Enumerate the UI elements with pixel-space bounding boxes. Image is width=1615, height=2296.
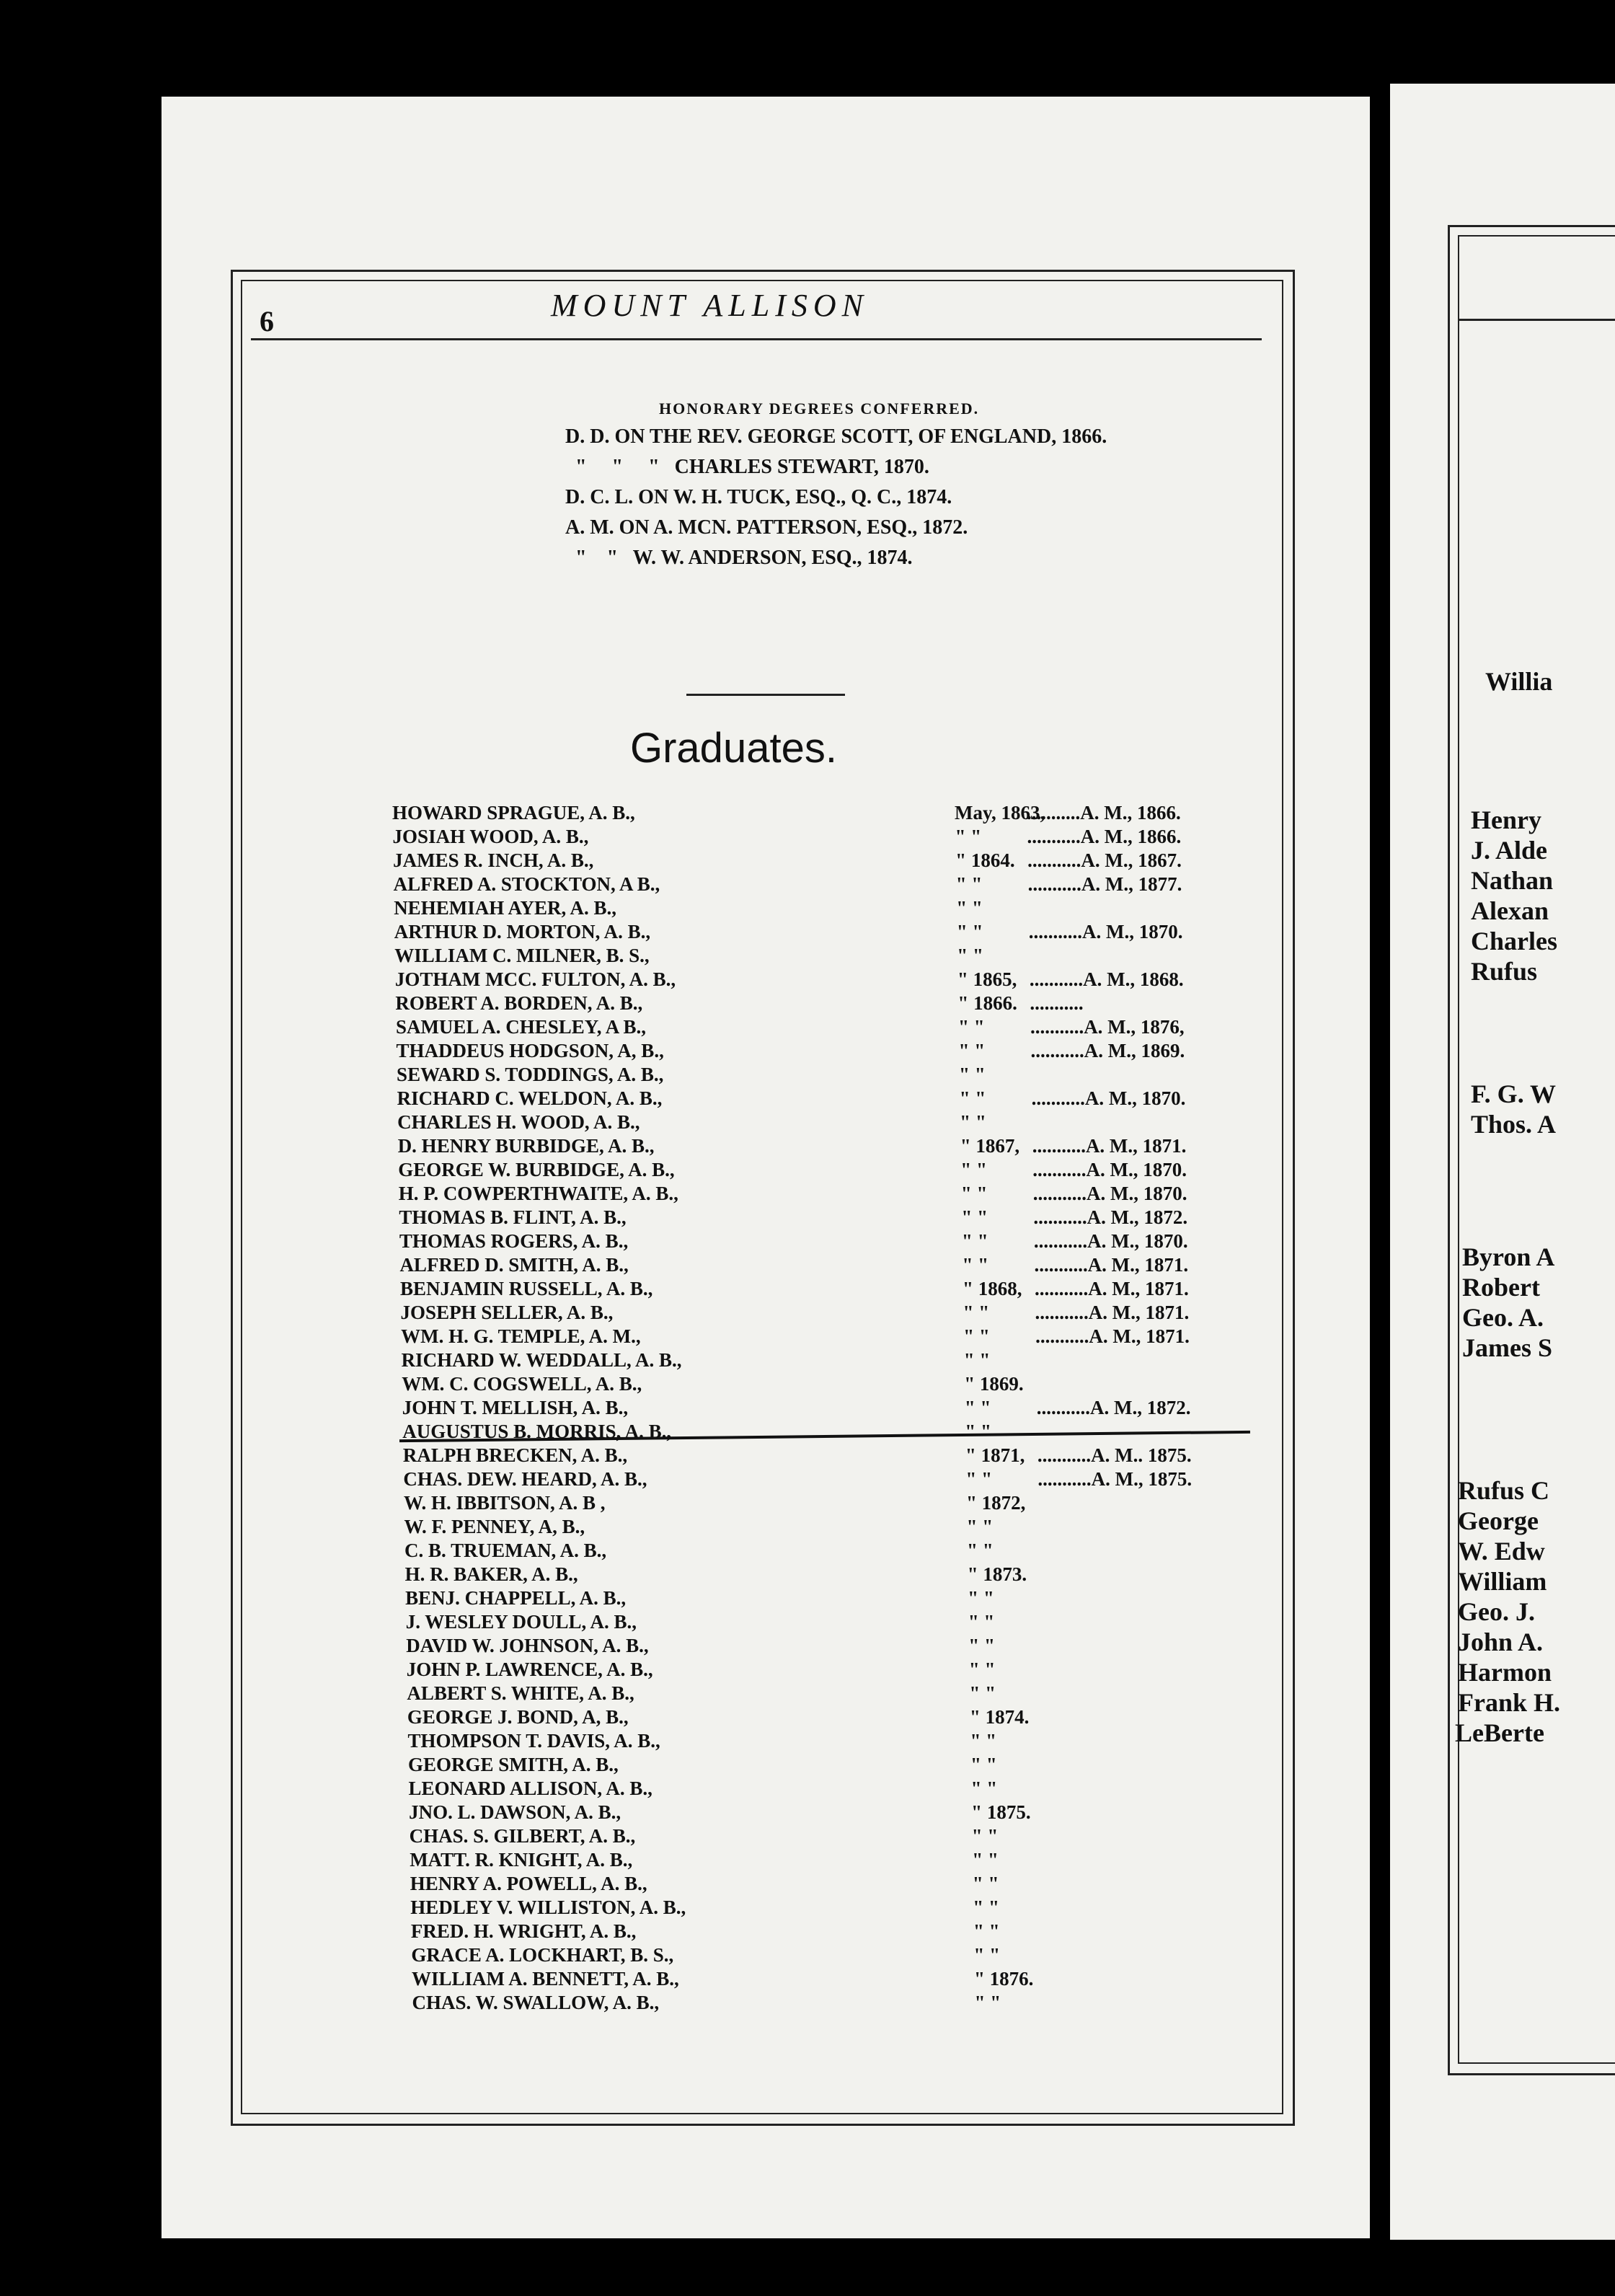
graduate-date: " " (960, 1159, 987, 1180)
right-page (1390, 84, 1615, 2240)
graduate-name: HOWARD SPRAGUE, A. B., (392, 802, 635, 824)
graduate-row (410, 1897, 1329, 1920)
graduate-date: " " (961, 1230, 988, 1252)
right-page-line: Harmon (1458, 1658, 1552, 1687)
graduate-name: GEORGE W. BURBIDGE, A. B., (398, 1159, 675, 1180)
graduate-name: CHAS. W. SWALLOW, A. B., (412, 1992, 660, 2013)
graduate-row (407, 1706, 1329, 1730)
right-page-line: Alexan (1471, 896, 1549, 925)
graduate-name: H. R. BAKER, A. B., (404, 1563, 578, 1585)
graduate-date: " " (970, 1730, 997, 1752)
graduate-date: " 1872, (965, 1492, 1026, 1514)
right-page-line: Charles (1471, 927, 1557, 955)
graduate-row (398, 1135, 1329, 1159)
graduate-name: AUGUSTUS B. MORRIS, A. B., (402, 1421, 672, 1442)
right-page-line: Frank H. (1458, 1688, 1561, 1717)
graduate-date: " 1876. (973, 1968, 1034, 1990)
graduate-name: THOMPSON T. DAVIS, A. B., (407, 1730, 660, 1752)
graduate-am: ...........A. M., 1876, (1030, 1016, 1185, 1038)
header-rule (251, 338, 1262, 340)
graduate-row (402, 1373, 1329, 1397)
graduate-date: " " (960, 1111, 986, 1133)
right-page-line: Geo. A. (1462, 1303, 1544, 1332)
section-divider (686, 694, 845, 696)
running-head: MOUNT ALLISON (551, 288, 870, 323)
right-page-line: F. G. W (1471, 1079, 1557, 1108)
graduate-am: ...........A. M., 1870. (1028, 921, 1183, 942)
graduate-date: " " (961, 1206, 988, 1228)
graduate-date: " 1873. (967, 1563, 1027, 1585)
graduate-row (405, 1587, 1329, 1611)
graduate-name: MATT. R. KNIGHT, A. B., (410, 1849, 633, 1871)
graduate-am: ...........A. M., 1871. (1035, 1302, 1190, 1323)
graduate-row (395, 968, 1329, 992)
graduate-row (401, 1302, 1329, 1325)
graduate-date: " " (965, 1468, 993, 1490)
right-page-line: Rufus (1471, 957, 1538, 986)
graduate-date: " 1868, (963, 1278, 1022, 1299)
graduate-row (404, 1540, 1329, 1563)
page-number: 6 (260, 305, 274, 337)
graduate-am: ...........A. M., 1875. (1037, 1468, 1193, 1490)
graduate-row (407, 1659, 1329, 1682)
graduate-date: " " (962, 1254, 989, 1276)
graduate-row (407, 1682, 1329, 1706)
honorary-line: " " W. W. ANDERSON, ESQ., 1874. (565, 547, 913, 569)
graduate-row (398, 1159, 1329, 1183)
graduate-am: ...........A. M., 1871. (1035, 1278, 1189, 1299)
graduate-date: " " (963, 1349, 991, 1371)
graduate-name: WILLIAM A. BENNETT, A. B., (411, 1968, 679, 1990)
graduate-row (408, 1754, 1329, 1778)
graduate-row (409, 1778, 1329, 1801)
graduate-row (397, 1087, 1329, 1111)
graduate-row (393, 849, 1329, 873)
graduate-row (410, 1849, 1329, 1873)
graduate-date: " " (960, 1183, 988, 1204)
graduate-row (392, 802, 1329, 826)
graduate-row (400, 1278, 1329, 1302)
graduate-am: ...........A. M., 1868. (1029, 968, 1184, 990)
graduate-name: WM. H. G. TEMPLE, A. M., (401, 1325, 641, 1347)
graduate-row (395, 992, 1329, 1016)
graduate-name: GEORGE SMITH, A. B., (408, 1754, 619, 1775)
right-page-line: James S (1462, 1333, 1552, 1362)
graduate-name: DAVID W. JOHNSON, A. B., (406, 1635, 649, 1656)
honorary-line: D. D. ON THE REV. GEORGE SCOTT, OF ENGLAND, 1866. (565, 425, 1107, 448)
graduate-row (394, 873, 1329, 897)
graduate-row (399, 1254, 1329, 1278)
graduate-row (403, 1468, 1329, 1492)
graduate-name: ROBERT A. BORDEN, A. B., (395, 992, 643, 1014)
graduate-row (397, 1040, 1330, 1064)
graduate-name: ALFRED D. SMITH, A. B., (399, 1254, 629, 1276)
graduate-name: ARTHUR D. MORTON, A. B., (394, 921, 651, 942)
graduate-am: ...........A. M., 1867. (1027, 849, 1182, 871)
graduate-date: " " (974, 1992, 1001, 2013)
graduate-am: ...........A. M., 1866. (1027, 802, 1181, 824)
graduate-row (410, 1825, 1329, 1849)
graduate-date: " " (973, 1920, 1000, 1942)
right-page-line: Geo. J. (1458, 1597, 1535, 1626)
graduate-am: ...........A. M., 1869. (1030, 1040, 1185, 1061)
graduate-row (399, 1206, 1329, 1230)
graduate-date: " " (955, 826, 982, 847)
graduate-date: " " (968, 1635, 995, 1656)
graduate-date: " 1871, (965, 1444, 1025, 1466)
graduate-row (402, 1397, 1329, 1421)
graduate-row (412, 1992, 1330, 2015)
graduate-name: JNO. L. DAWSON, A. B., (409, 1801, 621, 1823)
graduate-name: J. WESLEY DOULL, A. B., (405, 1611, 637, 1633)
graduate-date: " 1874. (969, 1706, 1030, 1728)
right-page-line: Byron A (1462, 1242, 1555, 1271)
graduate-date: " " (958, 1040, 986, 1061)
graduate-date: " " (959, 1087, 986, 1109)
graduate-name: RICHARD W. WEDDALL, A. B., (401, 1349, 682, 1371)
graduate-name: C. B. TRUEMAN, A. B., (404, 1540, 607, 1561)
graduate-date: " 1864. (955, 849, 1015, 871)
graduate-name: W. F. PENNEY, A, B., (404, 1516, 585, 1537)
graduate-name: W. H. IBBITSON, A. B , (403, 1492, 606, 1514)
graduate-row (404, 1516, 1330, 1540)
graduate-date: " " (971, 1825, 999, 1847)
graduate-name: BENJ. CHAPPELL, A. B., (405, 1587, 627, 1609)
graduates-list (392, 802, 1329, 2015)
graduate-date: " " (970, 1778, 998, 1799)
graduate-date: " " (957, 945, 984, 966)
graduate-date: " " (956, 921, 983, 942)
graduate-name: GEORGE J. BOND, A, B., (407, 1706, 629, 1728)
graduate-row (397, 1064, 1329, 1087)
graduate-row (394, 897, 1329, 921)
graduate-am: ...........A. M., 1870. (1031, 1087, 1186, 1109)
right-page-line: W. Edw (1458, 1537, 1545, 1566)
graduate-row (411, 1920, 1329, 1944)
right-page-line: Willia (1485, 667, 1553, 696)
graduate-row (407, 1730, 1329, 1754)
graduate-name: JOSIAH WOOD, A. B., (392, 826, 589, 847)
graduate-am: ...........A. M., 1871. (1032, 1135, 1187, 1157)
graduate-am: ...........A. M.. 1875. (1037, 1444, 1192, 1466)
graduate-row (401, 1325, 1329, 1349)
graduate-name: JOTHAM MCC. FULTON, A. B., (394, 968, 676, 990)
graduate-name: SAMUEL A. CHESLEY, A B., (395, 1016, 647, 1038)
right-page-line: J. Alde (1471, 836, 1548, 865)
graduate-name: THOMAS ROGERS, A. B., (399, 1230, 629, 1252)
graduate-name: WM. C. COGSWELL, A. B., (402, 1373, 642, 1395)
graduate-row (394, 921, 1329, 945)
right-page-line: Thos. A (1471, 1110, 1557, 1139)
graduate-name: SEWARD S. TODDINGS, A. B., (397, 1064, 664, 1085)
graduate-am: ...........A. M., 1870. (1032, 1159, 1187, 1180)
graduate-date: " " (965, 1421, 992, 1442)
graduate-row (410, 1873, 1329, 1897)
graduate-row (397, 1111, 1329, 1135)
graduate-date: " " (967, 1540, 994, 1561)
graduate-row (402, 1349, 1329, 1373)
graduate-date: " " (969, 1682, 996, 1704)
right-page-line: John A. (1458, 1628, 1544, 1656)
honorary-line: A. M. ON A. MCN. PATTERSON, ESQ., 1872. (565, 516, 968, 539)
graduate-am: ...........A. M., 1870. (1032, 1183, 1187, 1204)
graduate-date: " 1869. (964, 1373, 1024, 1395)
graduate-name: THOMAS B. FLINT, A. B., (399, 1206, 627, 1228)
graduate-date: " " (972, 1873, 999, 1894)
graduate-date: " 1875. (971, 1801, 1031, 1823)
right-page-border-inner (1458, 235, 1615, 2064)
graduate-date: " " (968, 1659, 996, 1680)
graduate-name: GRACE A. LOCKHART, B. S., (411, 1944, 674, 1966)
graduate-row (396, 1016, 1329, 1040)
graduate-name: RALPH BRECKEN, A. B., (402, 1444, 628, 1466)
graduate-am: ...........A. M., 1872. (1036, 1397, 1191, 1418)
graduate-date: " 1866. (957, 992, 1017, 1014)
graduate-name: BENJAMIN RUSSELL, A. B., (400, 1278, 653, 1299)
graduate-row (411, 1944, 1329, 1968)
graduate-date: " " (963, 1325, 990, 1347)
graduate-am: ...........A. M., 1872. (1033, 1206, 1188, 1228)
graduate-date: " " (964, 1397, 991, 1418)
graduate-name: JOHN T. MELLISH, A. B., (402, 1397, 629, 1418)
graduate-name: CHAS. DEW. HEARD, A. B., (403, 1468, 647, 1490)
graduate-am: ...........A. M., 1871. (1034, 1254, 1189, 1276)
graduate-name: JOHN P. LAWRENCE, A. B., (406, 1659, 653, 1680)
graduate-date: " " (959, 1064, 986, 1085)
right-page-line: William (1458, 1567, 1547, 1596)
right-page-line: LeBerte (1455, 1718, 1544, 1747)
graduate-row (412, 1968, 1329, 1992)
graduate-name: H. P. COWPERTHWAITE, A. B., (398, 1183, 678, 1204)
graduates-title: Graduates. (630, 725, 837, 772)
honorary-line: " " " CHARLES STEWART, 1870. (565, 456, 929, 478)
graduate-date: " " (973, 1944, 1001, 1966)
graduate-name: HENRY A. POWELL, A. B., (410, 1873, 647, 1894)
graduate-date: " " (955, 873, 983, 895)
graduate-name: JOSEPH SELLER, A. B., (400, 1302, 614, 1323)
graduate-row (405, 1563, 1329, 1587)
graduate-am: ...........A. M., 1870. (1033, 1230, 1188, 1252)
graduate-row (406, 1635, 1329, 1659)
graduate-row (406, 1611, 1329, 1635)
graduate-row (399, 1183, 1329, 1206)
right-header-rule (1458, 319, 1615, 321)
graduate-date: " " (973, 1897, 1000, 1918)
graduate-date: " " (956, 897, 983, 919)
honorary-line: D. C. L. ON W. H. TUCK, ESQ., Q. C., 1874. (565, 486, 952, 508)
honorary-degrees (565, 399, 1200, 570)
graduate-am: ...........A. M., 1866. (1027, 826, 1182, 847)
graduate-name: THADDEUS HODGSON, A, B., (396, 1040, 664, 1061)
graduate-row (403, 1444, 1329, 1468)
graduate-name: NEHEMIAH AYER, A. B., (394, 897, 616, 919)
graduate-row (393, 826, 1329, 849)
graduate-name: CHAS. S. GILBERT, A. B., (409, 1825, 636, 1847)
graduate-name: JAMES R. INCH, A. B., (393, 849, 594, 871)
graduate-name: WILLIAM C. MILNER, B. S., (394, 945, 650, 966)
graduate-name: RICHARD C. WELDON, A. B., (397, 1087, 663, 1109)
graduate-am: ........... (1030, 992, 1084, 1014)
right-page-line: Henry (1471, 805, 1541, 834)
graduate-date: " " (970, 1754, 997, 1775)
graduate-am: ...........A. M., 1877. (1027, 873, 1182, 895)
graduate-name: FRED. H. WRIGHT, A. B., (410, 1920, 637, 1942)
graduate-date: " " (957, 1016, 985, 1038)
right-page-line: Rufus C (1458, 1476, 1550, 1505)
graduate-date: " " (968, 1587, 994, 1609)
graduate-date: " " (968, 1611, 995, 1633)
graduate-name: D. HENRY BURBIDGE, A. B., (397, 1135, 655, 1157)
graduate-date: " 1867, (960, 1135, 1020, 1157)
graduate-row (404, 1492, 1329, 1516)
graduate-date: " " (966, 1516, 994, 1537)
right-page-line: George (1458, 1506, 1539, 1535)
graduate-name: LEONARD ALLISON, A. B., (408, 1778, 652, 1799)
right-page-line: Robert (1462, 1273, 1540, 1302)
graduate-name: ALFRED A. STOCKTON, A B., (393, 873, 660, 895)
graduate-date: " " (972, 1849, 999, 1871)
left-page (162, 97, 1370, 2238)
honorary-heading: HONORARY DEGREES CONFERRED. (659, 399, 980, 418)
graduate-row (399, 1230, 1329, 1254)
graduate-am: ...........A. M., 1871. (1035, 1325, 1190, 1347)
graduate-name: HEDLEY V. WILLISTON, A. B., (410, 1897, 686, 1918)
graduate-date: May, 1863, (955, 802, 1045, 824)
right-page-line: Nathan (1471, 866, 1554, 895)
graduate-date: " " (963, 1302, 990, 1323)
graduate-name: ALBERT S. WHITE, A. B., (407, 1682, 634, 1704)
graduate-row (394, 945, 1329, 968)
graduate-row (409, 1801, 1329, 1825)
graduate-name: CHARLES H. WOOD, A. B., (397, 1111, 640, 1133)
graduate-date: " 1865, (957, 968, 1017, 990)
